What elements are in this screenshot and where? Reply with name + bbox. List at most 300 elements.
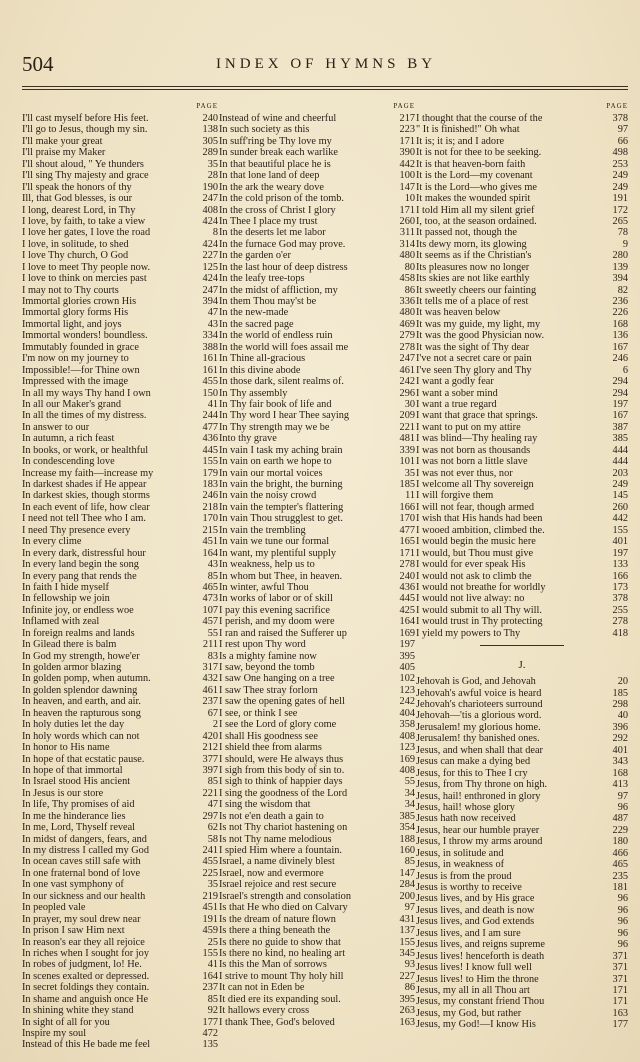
running-title: INDEX OF HYMNS BY [215, 56, 437, 72]
index-entry [22, 651, 218, 662]
hymn-page-number: 358 [399, 719, 415, 731]
index-entry [416, 365, 628, 376]
hymn-first-line: Jesus lives, and I am sure [416, 927, 521, 939]
index-entry [219, 788, 415, 799]
hymn-first-line: Is not Thy chariot hastening on [219, 822, 348, 834]
index-entry [22, 742, 218, 753]
hymn-first-line: Jesus, for this to Thee I cry [416, 767, 528, 779]
hymn-page-number: 458 [399, 273, 415, 285]
index-entry [219, 696, 415, 707]
hymn-page-number: 170 [202, 513, 218, 525]
index-entry [219, 330, 415, 341]
hymn-page-number: 311 [399, 227, 415, 239]
hymn-first-line: I yield my powers to Thy [416, 627, 521, 639]
hymn-first-line: I would, but Thou must give [416, 547, 534, 559]
index-entry [416, 836, 628, 847]
hymn-page-number: 432 [202, 673, 218, 685]
hymn-first-line: In shining white they stand [22, 1005, 134, 1017]
hymn-first-line: Jesus, hear our humble prayer [416, 824, 540, 836]
index-entry [219, 490, 415, 501]
index-entry [219, 845, 415, 856]
hymn-first-line: I'll praise my Maker [22, 147, 106, 159]
hymn-first-line: In prayer, my soul drew near [22, 913, 141, 925]
hymn-first-line: In Thy strength may we be [219, 421, 330, 433]
index-entry [22, 811, 218, 822]
hymn-first-line: In golden armor blazing [22, 662, 122, 673]
hymn-page-number: 480 [399, 307, 415, 319]
index-entry [219, 994, 415, 1005]
hymn-page-number: 296 [399, 387, 415, 399]
hymn-page-number: 260 [399, 215, 415, 227]
index-entry [22, 388, 218, 399]
index-entry [22, 502, 218, 513]
hymn-page-number: 164 [202, 970, 218, 982]
index-entry [22, 468, 218, 479]
hymn-page-number: 169 [399, 753, 415, 765]
index-entry [22, 182, 218, 193]
index-column-1 [22, 102, 218, 1051]
hymn-first-line: I love to meet Thy people now. [22, 261, 151, 273]
hymn-first-line: I sing the goodness of the Lord [219, 787, 348, 799]
hymn-page-number: 237 [202, 696, 218, 708]
hymn-page-number: 378 [612, 593, 628, 605]
hymn-page-number: 170 [399, 513, 415, 525]
hymn-page-number: 85 [207, 776, 218, 788]
hymn-page-number: 123 [399, 684, 415, 696]
index-entry [219, 708, 415, 719]
hymn-page-number: 10 [404, 193, 415, 205]
hymn-first-line: In shame and anguish once He [22, 993, 149, 1005]
hymn-first-line: Jesus, in weakness of [416, 859, 505, 871]
hymn-first-line: I've seen Thy glory and Thy [416, 364, 532, 376]
hymn-first-line: I was not born a little slave [416, 456, 528, 468]
index-entry [219, 445, 415, 456]
hymn-page-number: 294 [612, 387, 628, 399]
hymn-first-line: In every land begin the song [22, 559, 139, 571]
index-entry [416, 825, 628, 836]
hymn-page-number: 473 [202, 593, 218, 605]
index-entry [219, 307, 415, 318]
hymn-first-line: In my distress I called my God [22, 845, 149, 856]
hymn-first-line: Is there a thing beneath the [219, 925, 331, 937]
hymn-page-number: 354 [399, 822, 415, 834]
hymn-first-line: In God my strength, howe'er [22, 650, 140, 662]
hymn-first-line: It seems as if the Christian's [416, 250, 532, 262]
hymn-first-line: In life, Thy promises of aid [22, 799, 135, 811]
index-entry [416, 136, 628, 147]
index-entry [22, 937, 218, 948]
hymn-page-number: 97 [617, 124, 628, 136]
index-entry [416, 285, 628, 296]
hymn-first-line: In this divine abode [219, 364, 301, 376]
hymn-page-number: 280 [612, 250, 628, 262]
index-entry [416, 802, 628, 813]
hymn-page-number: 35 [207, 879, 218, 891]
hymn-page-number: 41 [207, 959, 218, 971]
index-entry [416, 422, 628, 433]
hymn-page-number: 371 [612, 962, 628, 974]
index-entry [219, 136, 415, 147]
index-entry [219, 342, 415, 353]
index-entry [219, 1017, 415, 1028]
hymn-page-number: 67 [207, 707, 218, 719]
index-entry [416, 559, 628, 570]
hymn-first-line: I've not a secret care or pain [416, 353, 532, 365]
index-entry [219, 593, 415, 604]
hymn-first-line: I want a true regard [416, 398, 497, 410]
hymn-first-line: I pay this evening sacrifice [219, 604, 330, 616]
hymn-page-number: 169 [399, 627, 415, 639]
hymn-first-line: Is there no guide to show that [219, 936, 341, 948]
index-entry [416, 756, 628, 767]
hymn-page-number: 249 [612, 479, 628, 490]
index-entry [22, 479, 218, 490]
index-entry [22, 193, 218, 204]
hymn-first-line: In Thee I place my trust [219, 215, 318, 227]
hymn-first-line: It sweetly cheers our fainting [416, 284, 537, 296]
index-entry [22, 571, 218, 582]
hymn-page-number: 163 [399, 1016, 415, 1028]
hymn-page-number: 43 [207, 318, 218, 330]
hymn-page-number: 155 [612, 524, 628, 536]
index-entry [22, 1005, 218, 1016]
hymn-first-line: Impressed with the image [22, 376, 129, 388]
index-entry [219, 536, 415, 547]
hymn-page-number: 334 [202, 330, 218, 342]
hymn-page-number: 477 [399, 524, 415, 536]
hymn-first-line: Is the dream of nature flown [219, 913, 336, 925]
hymn-first-line: Ill, that God blesses, is our [22, 193, 133, 205]
hymn-first-line: In prison I saw Him next [22, 925, 125, 937]
hymn-page-number: 171 [612, 996, 628, 1008]
hymn-first-line: I wish that His hands had been [416, 513, 543, 525]
hymn-first-line: I saw the opening gates of hell [219, 696, 345, 708]
hymn-first-line: Jesus, my all in all Thou art [416, 984, 530, 996]
hymn-page-number: 408 [399, 764, 415, 776]
hymn-page-number: 265 [612, 215, 628, 227]
hymn-first-line: Jesus, my God, but rather [416, 1007, 522, 1019]
index-entry [22, 205, 218, 216]
index-entry [416, 882, 628, 893]
hymn-page-number: 20 [617, 676, 628, 688]
hymn-page-number: 96 [617, 916, 628, 928]
hymn-first-line: In one vast symphony of [22, 879, 124, 891]
hymn-first-line: I love, by faith, to take a view [22, 215, 146, 227]
hymn-page-number: 388 [202, 341, 218, 353]
hymn-first-line: In Israel stood His ancient [22, 776, 131, 788]
index-entry [219, 925, 415, 936]
hymn-first-line: In condescending love [22, 456, 115, 468]
hymn-first-line: Jesus lives! henceforth is death [416, 950, 545, 962]
hymn-page-number: 339 [399, 444, 415, 456]
index-entry [22, 159, 218, 170]
hymn-first-line: I, too, at the season ordained. [416, 215, 537, 227]
index-entry [219, 124, 415, 135]
hymn-page-number: 163 [612, 1007, 628, 1019]
hymn-first-line: In Thy assembly [219, 387, 288, 399]
index-entry [416, 548, 628, 559]
hymn-page-number: 455 [202, 856, 218, 868]
index-entry [219, 456, 415, 467]
hymn-page-number: 405 [399, 662, 415, 673]
hymn-first-line: I was not ever thus, nor [416, 467, 513, 479]
index-entry [416, 502, 628, 513]
index-entry [22, 548, 218, 559]
index-entry [416, 710, 628, 721]
index-entry [219, 754, 415, 765]
hymn-first-line: In vain Thou strugglest to get. [219, 513, 343, 525]
hymn-first-line: Jesus, my constant friend Thou [416, 996, 545, 1008]
index-entry [219, 399, 415, 410]
hymn-first-line: It is that heaven-born faith [416, 158, 526, 170]
index-entry [416, 871, 628, 882]
hymn-page-number: 247 [202, 193, 218, 205]
index-entry [219, 479, 415, 490]
hymn-page-number: 227 [202, 250, 218, 262]
index-entry [22, 319, 218, 330]
hymn-page-number: 58 [207, 833, 218, 845]
hymn-first-line: Increase my faith—increase my [22, 467, 154, 479]
index-entry [22, 1028, 218, 1039]
index-entry [416, 239, 628, 250]
index-entry [219, 605, 415, 616]
hymn-first-line: In each event of life, how clear [22, 501, 150, 513]
hymn-page-number: 336 [399, 296, 415, 307]
index-entry [219, 502, 415, 513]
hymn-first-line: In every clime [22, 536, 82, 548]
hymn-first-line: Immortal wonders! boundless. [22, 330, 148, 342]
hymn-page-number: 11 [405, 490, 415, 502]
hymn-first-line: It passed not, though the [416, 227, 517, 239]
hymn-first-line: Inflamed with zeal [22, 616, 100, 628]
index-entry [416, 399, 628, 410]
hymn-page-number: 408 [202, 204, 218, 216]
hymn-page-number: 424 [202, 273, 218, 285]
hymn-page-number: 93 [404, 959, 415, 971]
index-entry [22, 685, 218, 696]
hymn-first-line: In that lone land of deep [219, 170, 320, 182]
index-entry [22, 445, 218, 456]
hymn-page-number: 401 [612, 744, 628, 756]
index-entry [416, 791, 628, 802]
hymn-page-number: 401 [612, 536, 628, 548]
hymn-page-number: 47 [207, 307, 218, 319]
hymn-page-number: 444 [612, 444, 628, 456]
hymn-first-line: In the deserts let me labor [219, 227, 326, 239]
index-entry [416, 193, 628, 204]
hymn-page-number: 2 [212, 719, 218, 731]
hymn-first-line: In sunder break each warlike [219, 147, 338, 159]
hymn-first-line: I would not breathe for worldly [416, 581, 546, 593]
index-entry [416, 985, 628, 996]
hymn-page-number: 55 [207, 627, 218, 639]
hymn-page-number: 30 [404, 398, 415, 410]
index-entry [219, 582, 415, 593]
hymn-page-number: 183 [202, 479, 218, 490]
index-entry [416, 768, 628, 779]
index-entry [22, 788, 218, 799]
hymn-first-line: In the leafy tree-tops [219, 273, 305, 285]
index-entry [416, 722, 628, 733]
hymn-page-number: 451 [202, 536, 218, 548]
hymn-first-line: I welcome all Thy sovereign [416, 479, 534, 490]
hymn-first-line: I see the Lord of glory come [219, 719, 337, 731]
hymn-first-line: I will not fear, though armed [416, 501, 534, 513]
hymn-page-number: 436 [202, 433, 218, 445]
hymn-page-number: 179 [202, 467, 218, 479]
hymn-page-number: 466 [612, 847, 628, 859]
index-entry [22, 879, 218, 890]
hymn-first-line: Jesus, and when shall that dear [416, 744, 543, 756]
index-entry [416, 262, 628, 273]
hymn-first-line: In that beautiful place he is [219, 158, 331, 170]
index-entry [22, 982, 218, 993]
index-entry [22, 696, 218, 707]
hymn-first-line: It hallows every cross [219, 1005, 310, 1017]
hymn-first-line: Is not e'en death a gain to [219, 810, 324, 822]
hymn-page-number: 397 [202, 764, 218, 776]
index-entry [22, 834, 218, 845]
hymn-first-line: In books, or work, or healthful [22, 444, 149, 456]
index-entry [416, 182, 628, 193]
hymn-first-line: I thank Thee, God's beloved [219, 1016, 335, 1028]
index-entry [219, 811, 415, 822]
index-entry [22, 776, 218, 787]
hymn-page-number: 442 [612, 513, 628, 525]
index-entry [416, 582, 628, 593]
hymn-page-number: 35 [207, 158, 218, 170]
hymn-page-number: 173 [612, 581, 628, 593]
index-entry [22, 536, 218, 547]
index-entry [416, 605, 628, 616]
hymn-first-line: It is the Lord—my covenant [416, 170, 533, 182]
hymn-first-line: Jesus can make a dying bed [416, 756, 531, 768]
index-entry [219, 868, 415, 879]
hymn-page-number: 395 [399, 993, 415, 1005]
index-entry [22, 719, 218, 730]
hymn-page-number: 442 [399, 158, 415, 170]
index-entry [219, 548, 415, 559]
index-entry [416, 468, 628, 479]
index-entry [219, 616, 415, 627]
index-entry [22, 971, 218, 982]
hymn-page-number: 137 [399, 925, 415, 937]
hymn-first-line: Is that He who died on Calvary [219, 902, 348, 914]
hymn-first-line: In the midst of affliction, my [219, 284, 338, 296]
hymn-first-line: In suff'ring be Thy love my [219, 135, 332, 147]
hymn-first-line: In the new-made [219, 307, 289, 319]
hymn-first-line: In Thine all-gracious [219, 353, 306, 365]
hymn-first-line: In heaven, and earth, and air. [22, 696, 141, 708]
hymn-first-line: In vain the noisy crowd [219, 490, 317, 502]
index-entry [22, 113, 218, 124]
hymn-first-line: In scenes exalted or depressed. [22, 970, 150, 982]
index-entry [22, 731, 218, 742]
hymn-page-number: 387 [612, 421, 628, 433]
index-entry [22, 239, 218, 250]
hymn-page-number: 102 [399, 673, 415, 685]
hymn-page-number: 444 [612, 456, 628, 468]
index-entry [219, 525, 415, 536]
hymn-page-number: 155 [202, 947, 218, 959]
hymn-page-number: 155 [399, 936, 415, 948]
hymn-page-number: 86 [404, 284, 415, 296]
index-entry [416, 1008, 628, 1019]
hymn-page-number: 278 [612, 616, 628, 628]
index-entry [219, 662, 415, 673]
hymn-first-line: In them Thou may'st be [219, 296, 317, 307]
hymn-first-line: It is the Lord—who gives me [416, 181, 537, 193]
index-entry [22, 662, 218, 673]
hymn-page-number: 455 [202, 376, 218, 388]
hymn-page-number: 35 [404, 467, 415, 479]
hymn-page-number: 279 [399, 330, 415, 342]
index-entry [219, 742, 415, 753]
hymn-page-number: 135 [202, 1039, 218, 1051]
hymn-first-line: In vain we tune our formal [219, 536, 330, 548]
hymn-first-line: In the garden o'er [219, 250, 291, 262]
hymn-first-line: I sigh to think of happier days [219, 776, 343, 788]
hymn-first-line: Jesus lives! to Him the throne [416, 973, 539, 985]
hymn-page-number: 294 [612, 376, 628, 388]
hymn-first-line: In such society as this [219, 124, 310, 136]
index-entry [219, 879, 415, 890]
hymn-first-line: In riches when I sought for joy [22, 947, 149, 959]
hymn-page-number: 86 [404, 982, 415, 994]
hymn-first-line: I perish, and my doom were [219, 616, 335, 628]
page-header [22, 52, 630, 82]
index-entry [416, 227, 628, 238]
hymn-page-number: 123 [399, 742, 415, 754]
hymn-page-number: 457 [202, 616, 218, 628]
index-entry [416, 159, 628, 170]
hymn-first-line: I'll make your great [22, 135, 103, 147]
index-entry [416, 616, 628, 627]
hymn-first-line: Its skies are not like earthly [416, 273, 530, 285]
hymn-page-number: 107 [202, 604, 218, 616]
hymn-first-line: Jesus, from Thy throne on high. [416, 779, 548, 791]
hymn-page-number: 371 [612, 973, 628, 985]
hymn-first-line: Impossible!—for Thine own [22, 364, 140, 376]
hymn-first-line: In the cross of Christ I glory [219, 204, 336, 216]
index-entry [219, 205, 415, 216]
hymn-first-line: I love her gates, I love the road [22, 227, 151, 239]
hymn-first-line: It can not in Eden be [219, 982, 305, 994]
index-entry [22, 593, 218, 604]
hymn-page-number: 80 [404, 261, 415, 273]
index-entry [219, 319, 415, 330]
hymn-page-number: 218 [202, 501, 218, 513]
index-entry [416, 951, 628, 962]
index-entry [219, 982, 415, 993]
hymn-first-line: I'll go to Jesus, though my sin. [22, 124, 148, 136]
index-entry [22, 628, 218, 639]
hymn-page-number: 34 [404, 799, 415, 811]
hymn-page-number: 181 [612, 882, 628, 893]
hymn-first-line: I want a sober mind [416, 387, 498, 399]
index-entry [416, 974, 628, 985]
index-entry [416, 445, 628, 456]
index-entry [416, 859, 628, 870]
hymn-first-line: It died ere its expanding soul. [219, 993, 341, 1005]
hymn-first-line: In the world will foes assail me [219, 341, 349, 353]
hymn-first-line: Jesus lives, and by His grace [416, 893, 535, 905]
hymn-first-line: Israel, a name divinely blest [219, 856, 335, 868]
hymn-first-line: Jerusalem! thy banished ones. [416, 733, 540, 745]
hymn-first-line: I would for ever speak His [416, 559, 526, 571]
hymn-first-line: Jehovah's awful voice is heard [416, 687, 542, 699]
hymn-page-number: 292 [612, 733, 628, 745]
